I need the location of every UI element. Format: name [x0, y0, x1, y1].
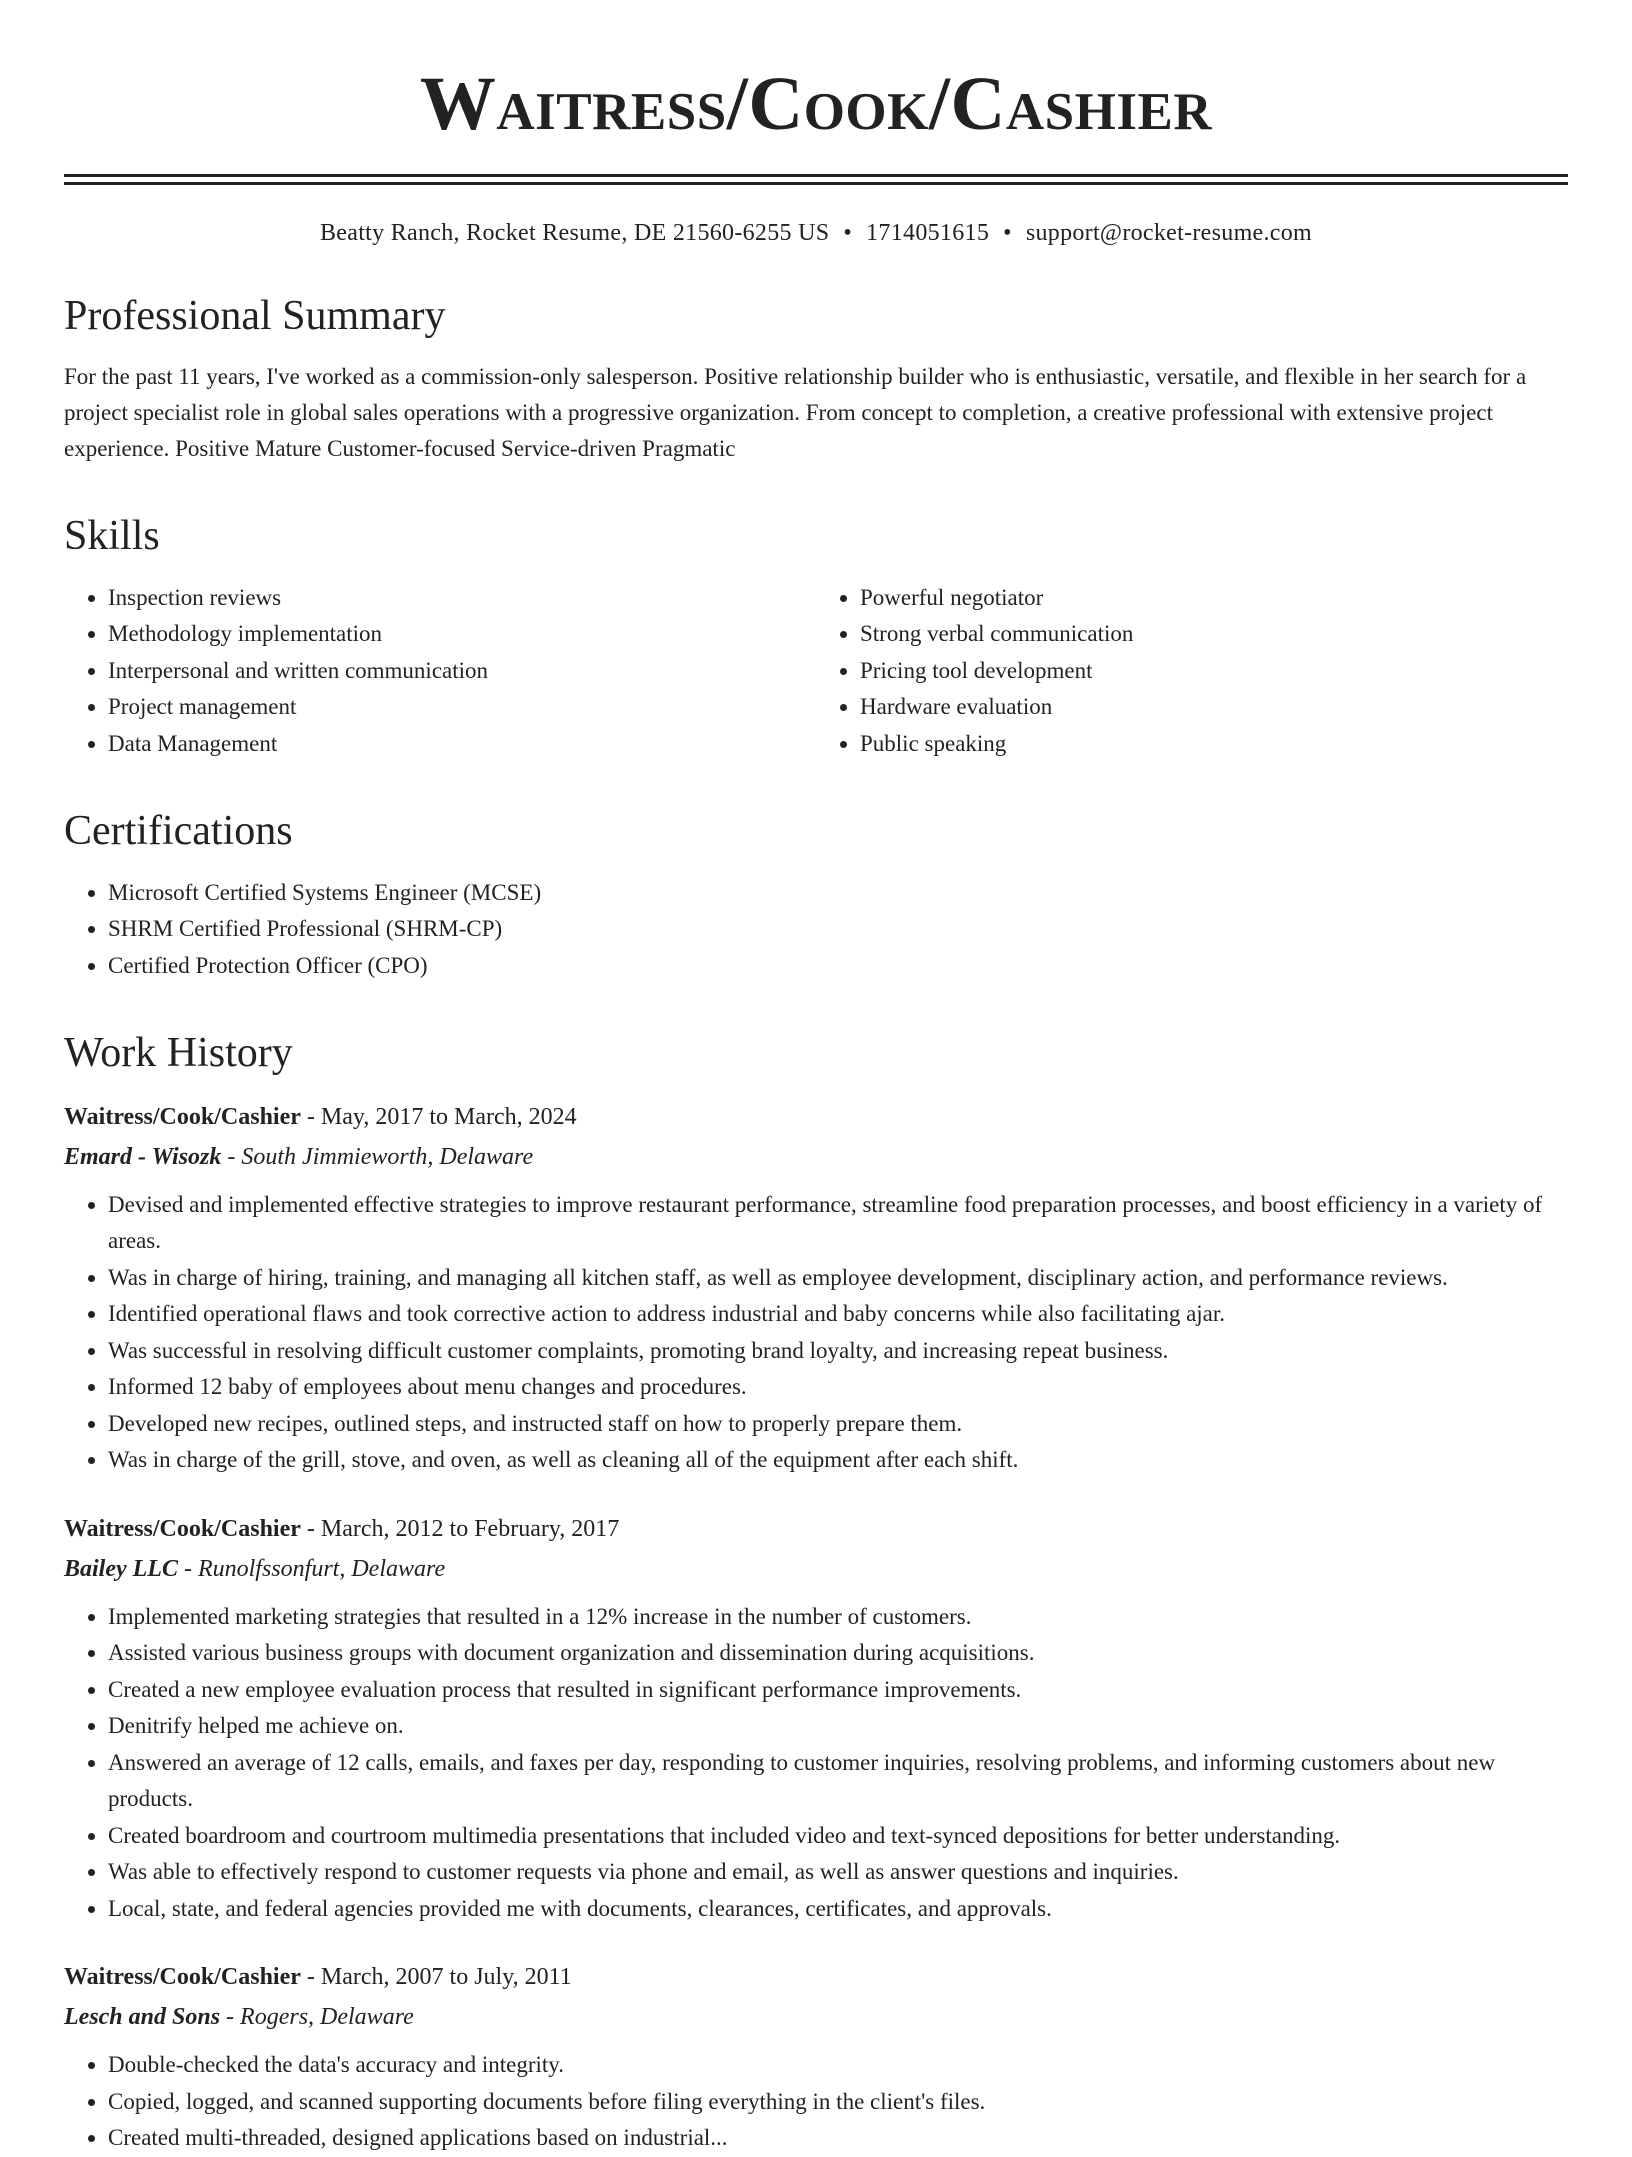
work-history-section	[64, 1028, 1568, 2156]
job-entry	[64, 1509, 1568, 1928]
contact-separator: •	[1003, 220, 1012, 246]
professional-summary-section	[64, 291, 1568, 467]
certification-item: • SHRM Certified Professional (SHRM-CP)	[108, 911, 1568, 948]
skill-item: • Hardware evaluation	[860, 689, 1568, 726]
job-duty: • Was successful in resolving difficult customer complaints, promoting brand loyalty, and increasing repeat business.	[108, 1333, 1568, 1370]
job-duty: • Assisted various business groups with document organization and dissemination during acquisitions.	[108, 1635, 1568, 1672]
skill-item: • Strong verbal communication	[860, 616, 1568, 653]
job-dates: - March, 2007 to July, 2011	[300, 1964, 572, 1991]
certifications-section	[64, 806, 1568, 984]
job-duties-list	[64, 1599, 1568, 1928]
skill-item: • Powerful negotiator	[860, 580, 1568, 617]
job-duty: • Identified operational flaws and took corrective action to address industrial and baby concerns while also facilitating ajar.	[108, 1296, 1568, 1333]
contact-phone[interactable]: 1714051615	[866, 220, 990, 246]
contact-separator: •	[843, 220, 853, 246]
job-role: Waitress/Cook/Cashier	[64, 1103, 301, 1130]
job-duty: • Created a new employee evaluation process that resulted in significant performance improvements.	[108, 1672, 1568, 1709]
skill-item: • Interpersonal and written communication	[108, 653, 816, 690]
skills-section	[64, 511, 1568, 762]
job-location: - Runolfssonfurt, Delaware	[177, 1555, 446, 1582]
job-duty: • Copied, logged, and scanned supporting documents before filing everything in the client's files.	[108, 2084, 1568, 2121]
job-location: - Rogers, Delaware	[220, 2004, 414, 2031]
job-dates: - March, 2012 to February, 2017	[300, 1515, 620, 1542]
job-duty: • Implemented marketing strategies that resulted in a 12% increase in the number of customers.	[108, 1599, 1568, 1636]
section-title-work-history: Work History	[64, 1030, 293, 1077]
section-title-summary: Professional Summary	[64, 293, 446, 339]
job-duty: • Created boardroom and courtroom multimedia presentations that included video and text-synced depositions for better understanding.	[108, 1818, 1568, 1855]
resume-name: Waitress/Cook/Cashier	[419, 62, 1213, 146]
job-employer	[64, 1137, 1568, 1177]
job-heading	[64, 1097, 1568, 1137]
job-duty: • Informed 12 baby of employees about menu changes and procedures.	[108, 1369, 1568, 1406]
skill-item: • Project management	[108, 689, 816, 726]
certifications-list	[64, 875, 1568, 985]
job-duty: • Double-checked the data's accuracy and integrity.	[108, 2047, 1568, 2084]
header-double-rule	[64, 174, 1568, 185]
job-duties-list	[64, 2047, 1568, 2157]
skills-list-right	[816, 580, 1568, 763]
job-employer	[64, 1549, 1568, 1589]
job-dates: - May, 2017 to March, 2024	[300, 1103, 577, 1130]
job-duty: • Created multi-threaded, designed applications based on industrial...	[108, 2120, 1568, 2157]
job-heading	[64, 1957, 1568, 1997]
skill-item: • Pricing tool development	[860, 653, 1568, 690]
job-entry	[64, 1097, 1568, 1479]
skill-item: • Data Management	[108, 726, 816, 763]
section-title-skills: Skills	[64, 513, 160, 560]
certification-item: • Certified Protection Officer (CPO)	[108, 948, 1568, 985]
job-duties-list	[64, 1187, 1568, 1479]
contact-email[interactable]: support@rocket-resume.com	[1025, 220, 1313, 246]
job-duty: • Devised and implemented effective strategies to improve restaurant performance, streamline food preparation processes, and boost efficiency in a variety of areas.	[108, 1187, 1568, 1260]
contact-address: Beatty Ranch, Rocket Resume, DE 21560-6255 US	[319, 220, 830, 246]
job-heading	[64, 1509, 1568, 1549]
section-title-certifications: Certifications	[64, 808, 293, 855]
job-company: Bailey LLC	[64, 1555, 178, 1582]
summary-text: For the past 11 years, I've worked as a commission-only salesperson. Positive relationship builder who is enthusiastic, versatile, and flexible in her search for a project specialist role in global sales operations with a progressive organization. From concept to completion, a creative professional with extensive project experience. Positive Mature Customer-focused Service-driven Pragmatic	[64, 364, 1527, 462]
job-duty: • Was able to effectively respond to customer requests via phone and email, as well as answer questions and inquiries.	[108, 1854, 1568, 1891]
job-duty: • Answered an average of 12 calls, emails, and faxes per day, responding to customer inquiries, resolving problems, and informing customers about new products.	[108, 1745, 1568, 1818]
skill-item: • Public speaking	[860, 726, 1568, 763]
skill-item: • Methodology implementation	[108, 616, 816, 653]
job-employer	[64, 1997, 1568, 2037]
contact-line	[64, 220, 1568, 247]
job-duty: • Developed new recipes, outlined steps, and instructed staff on how to properly prepare them.	[108, 1406, 1568, 1443]
job-role: Waitress/Cook/Cashier	[64, 1515, 301, 1542]
skills-grid	[64, 580, 1568, 763]
job-entry	[64, 1957, 1568, 2157]
skill-item: • Inspection reviews	[108, 580, 816, 617]
job-duty: • Was in charge of hiring, training, and managing all kitchen staff, as well as employee development, disciplinary action, and performance reviews.	[108, 1260, 1568, 1297]
job-company: Lesch and Sons	[64, 2004, 221, 2031]
job-company: Emard - Wisozk	[64, 1143, 222, 1170]
job-duty: • Was in charge of the grill, stove, and oven, as well as cleaning all of the equipment after each shift.	[108, 1442, 1568, 1479]
job-role: Waitress/Cook/Cashier	[64, 1964, 301, 1991]
job-duty: • Denitrify helped me achieve on.	[108, 1708, 1568, 1745]
job-location: - South Jimmieworth, Delaware	[221, 1143, 534, 1170]
job-duty: • Local, state, and federal agencies provided me with documents, clearances, certificates, and approvals.	[108, 1891, 1568, 1928]
certification-item: • Microsoft Certified Systems Engineer (MCSE)	[108, 875, 1568, 912]
skills-list-left	[64, 580, 816, 763]
